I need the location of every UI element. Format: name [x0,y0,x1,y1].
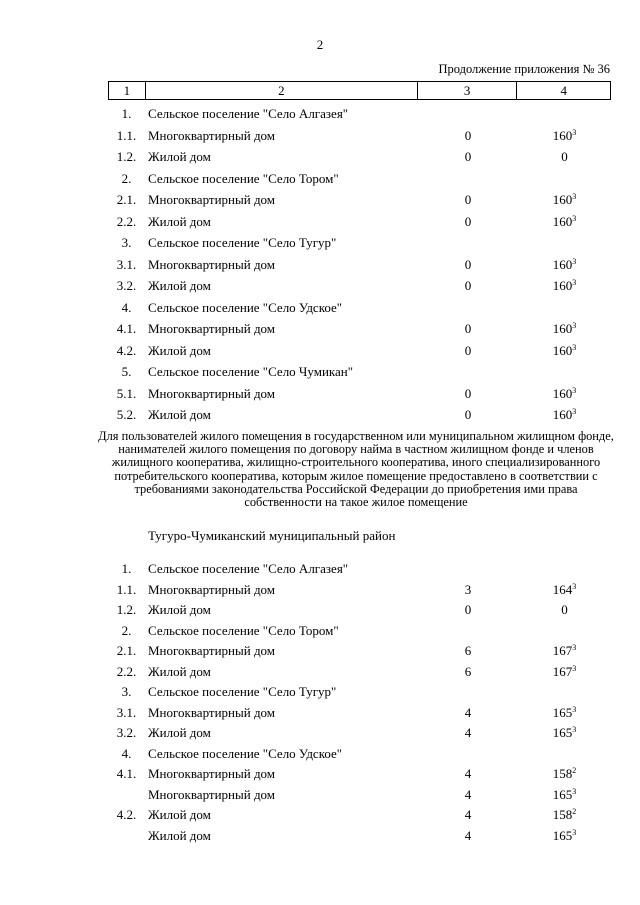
row-name: Многоквартирный дом [148,786,276,802]
row-value-col4 [518,602,611,618]
row-value-col4 [518,278,611,294]
table-row [108,600,611,621]
header-col-2: 2 [146,82,418,99]
row-value-col4-footnote: 3 [572,725,577,734]
row-value-col4 [518,257,611,273]
row-number: 3. [121,684,132,699]
table-row [108,703,611,724]
row-value-col4-footnote: 3 [572,643,577,652]
row-value-col4-number: 158 [552,807,573,822]
row-name: Сельское поселение "Село Удское" [148,745,343,761]
row-value-col4 [518,828,611,844]
table-row [108,559,611,580]
row-number: 1.1. [116,127,137,143]
row-name: Многоквартирный дом [148,192,276,207]
row-number: 4. [121,299,132,315]
row-value-col4 [518,787,611,803]
row-number: 1.2. [116,149,137,164]
row-value-col4 [518,725,611,741]
district-name: Тугуро-Чумиканский муниципальный район [148,528,396,543]
row-value-col3: 0 [464,342,472,358]
row-value-col4 [518,128,611,144]
row-value-col4-footnote: 3 [572,663,577,673]
row-value-col4-footnote: 3 [572,342,577,352]
table-row [108,276,611,298]
row-name: Сельское поселение "Село Алгазея" [148,106,349,121]
table-row [108,384,611,406]
table-row [108,319,611,341]
table-row [108,744,611,765]
row-number: 4.1. [116,766,137,781]
table-row [108,580,611,601]
row-value-col3: 0 [464,192,472,207]
row-value-col4-number: 158 [552,766,573,781]
row-value-col4-footnote: 3 [572,786,577,796]
row-value-col4-number: 160 [552,342,573,358]
row-number: 3. [121,235,132,250]
row-value-col4 [518,664,611,680]
row-name: Жилой дом [148,807,211,822]
row-number: 2. [121,170,132,186]
row-value-col4 [518,214,611,230]
row-value-col3: 0 [464,256,472,272]
row-number: 5.1. [116,385,137,401]
row-value-col4-number: 165 [552,786,573,802]
row-number: 4.2. [116,342,137,358]
table-row [108,682,611,703]
row-name: Сельское поселение "Село Тором" [148,170,339,186]
row-value-col3: 6 [464,663,472,679]
row-value-col4-footnote: 3 [572,321,577,330]
table-row [108,147,611,169]
row-number: 4.1. [116,321,137,336]
row-name: Многоквартирный дом [148,766,276,781]
row-value-col4-footnote: 3 [572,385,577,395]
table-row [108,190,611,212]
table-row [108,785,611,806]
row-value-col4-number: 160 [552,385,573,401]
row-value-col4 [518,149,611,165]
row-number: 2.2. [116,213,137,229]
row-value-col4 [518,386,611,402]
row-value-col4-footnote: 3 [572,704,577,714]
table-row [108,805,611,826]
row-value-col3: 6 [464,643,472,658]
row-value-col4-number: 160 [552,321,573,336]
row-value-col4-number: 160 [552,278,573,293]
row-name: Жилой дом [148,602,211,617]
row-value-col4 [518,192,611,208]
table-row [108,362,611,384]
row-name: Жилой дом [148,725,211,740]
header-col-4: 4 [560,83,567,98]
row-value-col3: 0 [464,127,472,143]
table-row [108,126,611,148]
row-value-col4-number: 160 [552,192,573,207]
row-number: 3.1. [116,704,137,720]
row-value-col4 [518,705,611,721]
row-value-col3: 0 [464,602,472,617]
row-value-col4-footnote: 2 [572,766,577,775]
row-value-col3: 4 [464,704,472,720]
row-value-col4-footnote: 3 [572,213,577,223]
row-value-col4-number: 160 [552,127,573,143]
table-row [108,233,611,255]
header-col-1: 1 [109,82,146,99]
row-value-col4-number: 0 [561,602,568,617]
row-name: Многоквартирный дом [148,256,276,272]
table-section-1 [108,104,611,427]
table-row [108,169,611,191]
row-name: Сельское поселение "Село Тором" [148,622,339,638]
row-value-col4-number: 167 [552,643,573,658]
row-value-col4-number: 160 [552,407,573,422]
table-row [108,255,611,277]
table-row [108,104,611,126]
row-number: 1.2. [116,602,137,617]
row-value-col4-footnote: 3 [572,127,577,137]
row-value-col4-number: 165 [552,704,573,720]
row-value-col4-footnote: 3 [572,827,577,837]
row-value-col4 [518,343,611,359]
row-number: 3.2. [116,278,137,293]
row-value-col3: 4 [464,786,472,802]
row-value-col4-footnote: 3 [572,192,577,201]
row-number: 4. [121,745,132,761]
row-number: 2.1. [116,643,137,658]
table-row [108,764,611,785]
row-value-col3: 3 [464,581,472,597]
row-name: Жилой дом [148,407,211,422]
table-header [108,81,611,100]
row-number: 1. [121,106,132,121]
row-name: Многоквартирный дом [148,321,276,336]
continuation-label: Продолжение приложения № 36 [438,62,610,76]
row-name: Жилой дом [148,342,211,358]
row-value-col4-footnote: 3 [572,278,577,287]
row-name: Многоквартирный дом [148,385,276,401]
row-value-col3: 0 [464,213,472,229]
row-value-col4 [518,407,611,423]
row-value-col4-footnote: 2 [572,807,577,816]
row-name: Многоквартирный дом [148,704,276,720]
row-value-col4-number: 164 [552,581,573,597]
table-row [108,341,611,363]
row-number: 2.1. [116,192,137,207]
row-value-col4-footnote: 3 [572,581,577,591]
row-value-col4 [518,807,611,823]
row-value-col4-number: 160 [552,213,573,229]
section-paragraph: Для пользователей жилого помещения в государственном или муниципальном жилищном фонде, нанимателей жилого помещения по договору найма в частном жилищном фонде и членов жилищного кооператива, жилищно-строительного кооператива, иного специализированного потребительского кооператива, которым жилое помещение предоставлено в соответствии с требованиями законодательства Российской Федерации до приобретения ими права собственности на такое жилое помещение [98,429,614,510]
row-name: Жилой дом [148,213,211,229]
row-name: Сельское поселение "Село Тугур" [148,684,337,699]
row-value-col4-number: 165 [552,725,573,740]
row-value-col4 [518,582,611,598]
row-number: 3.2. [116,725,137,740]
row-value-col4-number: 167 [552,663,573,679]
row-number: 1. [121,561,132,576]
row-value-col3: 0 [464,278,472,293]
row-value-col3: 0 [464,385,472,401]
row-name: Жилой дом [148,149,211,164]
row-value-col4 [518,766,611,782]
header-col-3: 3 [418,82,518,99]
row-value-col4-number: 160 [552,256,573,272]
row-name: Сельское поселение "Село Алгазея" [148,561,349,576]
row-name: Сельское поселение "Село Тугур" [148,235,337,250]
row-number: 4.2. [116,807,137,822]
row-name: Многоквартирный дом [148,127,276,143]
row-number: 3.1. [116,256,137,272]
table-section-2 [108,559,611,846]
row-value-col3: 4 [464,725,472,740]
row-value-col4-number: 165 [552,827,573,843]
table-row [108,662,611,683]
table-row [108,641,611,662]
row-value-col3: 0 [464,321,472,336]
row-value-col4-footnote: 3 [572,407,577,416]
table-row [108,298,611,320]
table-row [108,405,611,427]
row-number: 5. [121,364,132,379]
row-value-col4-number: 0 [561,149,568,164]
row-name: Сельское поселение "Село Удское" [148,299,343,315]
row-value-col4 [518,643,611,659]
page-number: 2 [316,37,324,52]
table-row [108,723,611,744]
row-number: 1.1. [116,581,137,597]
row-value-col3: 4 [464,807,472,822]
row-value-col4 [518,321,611,337]
row-name: Жилой дом [148,827,211,843]
row-number: 2. [121,622,132,638]
row-name: Жилой дом [148,663,211,679]
row-name: Сельское поселение "Село Чумикан" [148,364,354,379]
row-number: 2.2. [116,663,137,679]
row-value-col3: 0 [464,149,472,164]
row-value-col3: 4 [464,827,472,843]
row-value-col3: 0 [464,407,472,422]
row-name: Жилой дом [148,278,211,293]
row-value-col3: 4 [464,766,472,781]
row-value-col4-footnote: 3 [572,256,577,266]
table-row [108,621,611,642]
table-row [108,212,611,234]
row-name: Многоквартирный дом [148,581,276,597]
row-name: Многоквартирный дом [148,643,276,658]
row-number: 5.2. [116,407,137,422]
table-row [108,826,611,847]
